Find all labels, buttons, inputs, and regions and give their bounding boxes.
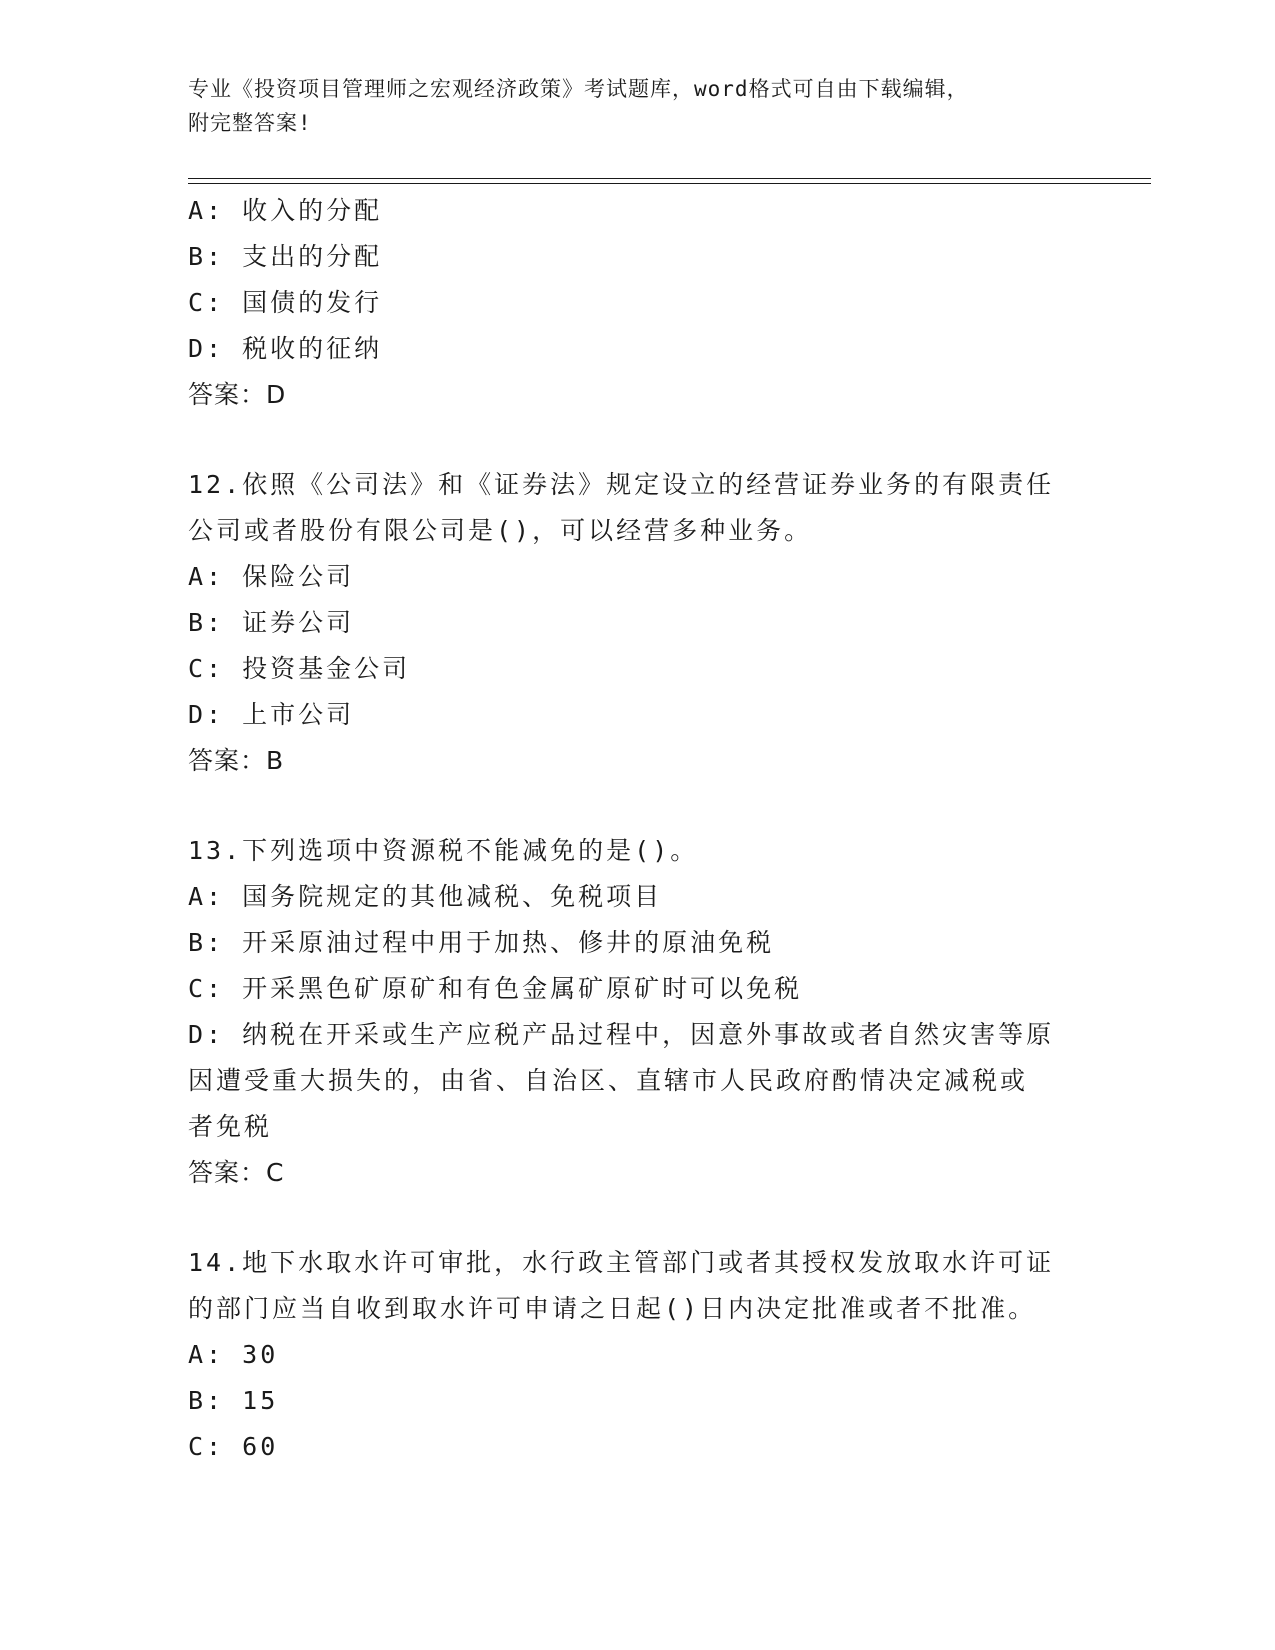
option-d-continued: 者免税	[188, 1112, 273, 1141]
header-line-2: 附完整答案!	[188, 111, 312, 135]
option-c: C: 投资基金公司	[188, 654, 411, 683]
question-13	[188, 828, 1088, 1196]
option-a: A: 收入的分配	[188, 196, 383, 225]
question-stem: 12.依照《公司法》和《证券法》规定设立的经营证券业务的有限责任	[188, 470, 1055, 499]
option-c: C: 国债的发行	[188, 288, 383, 317]
option-a: A: 30	[188, 1340, 279, 1369]
question-12	[188, 462, 1088, 784]
question-11	[188, 188, 1088, 418]
option-b: B: 支出的分配	[188, 242, 383, 271]
option-d: D: 上市公司	[188, 700, 355, 729]
option-d: D: 税收的征纳	[188, 334, 383, 363]
header-divider-top	[188, 178, 1151, 179]
question-stem: 公司或者股份有限公司是()，可以经营多种业务。	[188, 516, 813, 545]
option-b: B: 开采原油过程中用于加热、修井的原油免税	[188, 928, 775, 957]
header-divider-bottom	[188, 183, 1151, 184]
spacer	[188, 418, 1088, 462]
option-a: A: 保险公司	[188, 562, 355, 591]
option-d: D: 纳税在开采或生产应税产品过程中，因意外事故或者自然灾害等原	[188, 1020, 1055, 1049]
option-c: C: 60	[188, 1432, 279, 1461]
question-stem: 13.下列选项中资源税不能减免的是()。	[188, 836, 699, 865]
question-stem: 的部门应当自收到取水许可申请之日起()日内决定批准或者不批准。	[188, 1294, 1037, 1323]
option-a: A: 国务院规定的其他减税、免税项目	[188, 882, 663, 911]
header-line-1: 专业《投资项目管理师之宏观经济政策》考试题库，word格式可自由下载编辑，	[188, 77, 969, 101]
spacer	[188, 784, 1088, 828]
question-list	[188, 188, 1088, 1470]
option-b: B: 15	[188, 1386, 279, 1415]
document-header	[188, 72, 1088, 140]
spacer	[188, 1196, 1088, 1240]
option-d-continued: 因遭受重大损失的，由省、自治区、直辖市人民政府酌情决定减税或	[188, 1066, 1029, 1095]
answer: 答案：B	[188, 746, 285, 775]
question-14	[188, 1240, 1088, 1470]
option-c: C: 开采黑色矿原矿和有色金属矿原矿时可以免税	[188, 974, 803, 1003]
answer: 答案：D	[188, 380, 287, 409]
question-stem: 14.地下水取水许可审批，水行政主管部门或者其授权发放取水许可证	[188, 1248, 1055, 1277]
answer: 答案：C	[188, 1158, 285, 1187]
option-b: B: 证券公司	[188, 608, 355, 637]
